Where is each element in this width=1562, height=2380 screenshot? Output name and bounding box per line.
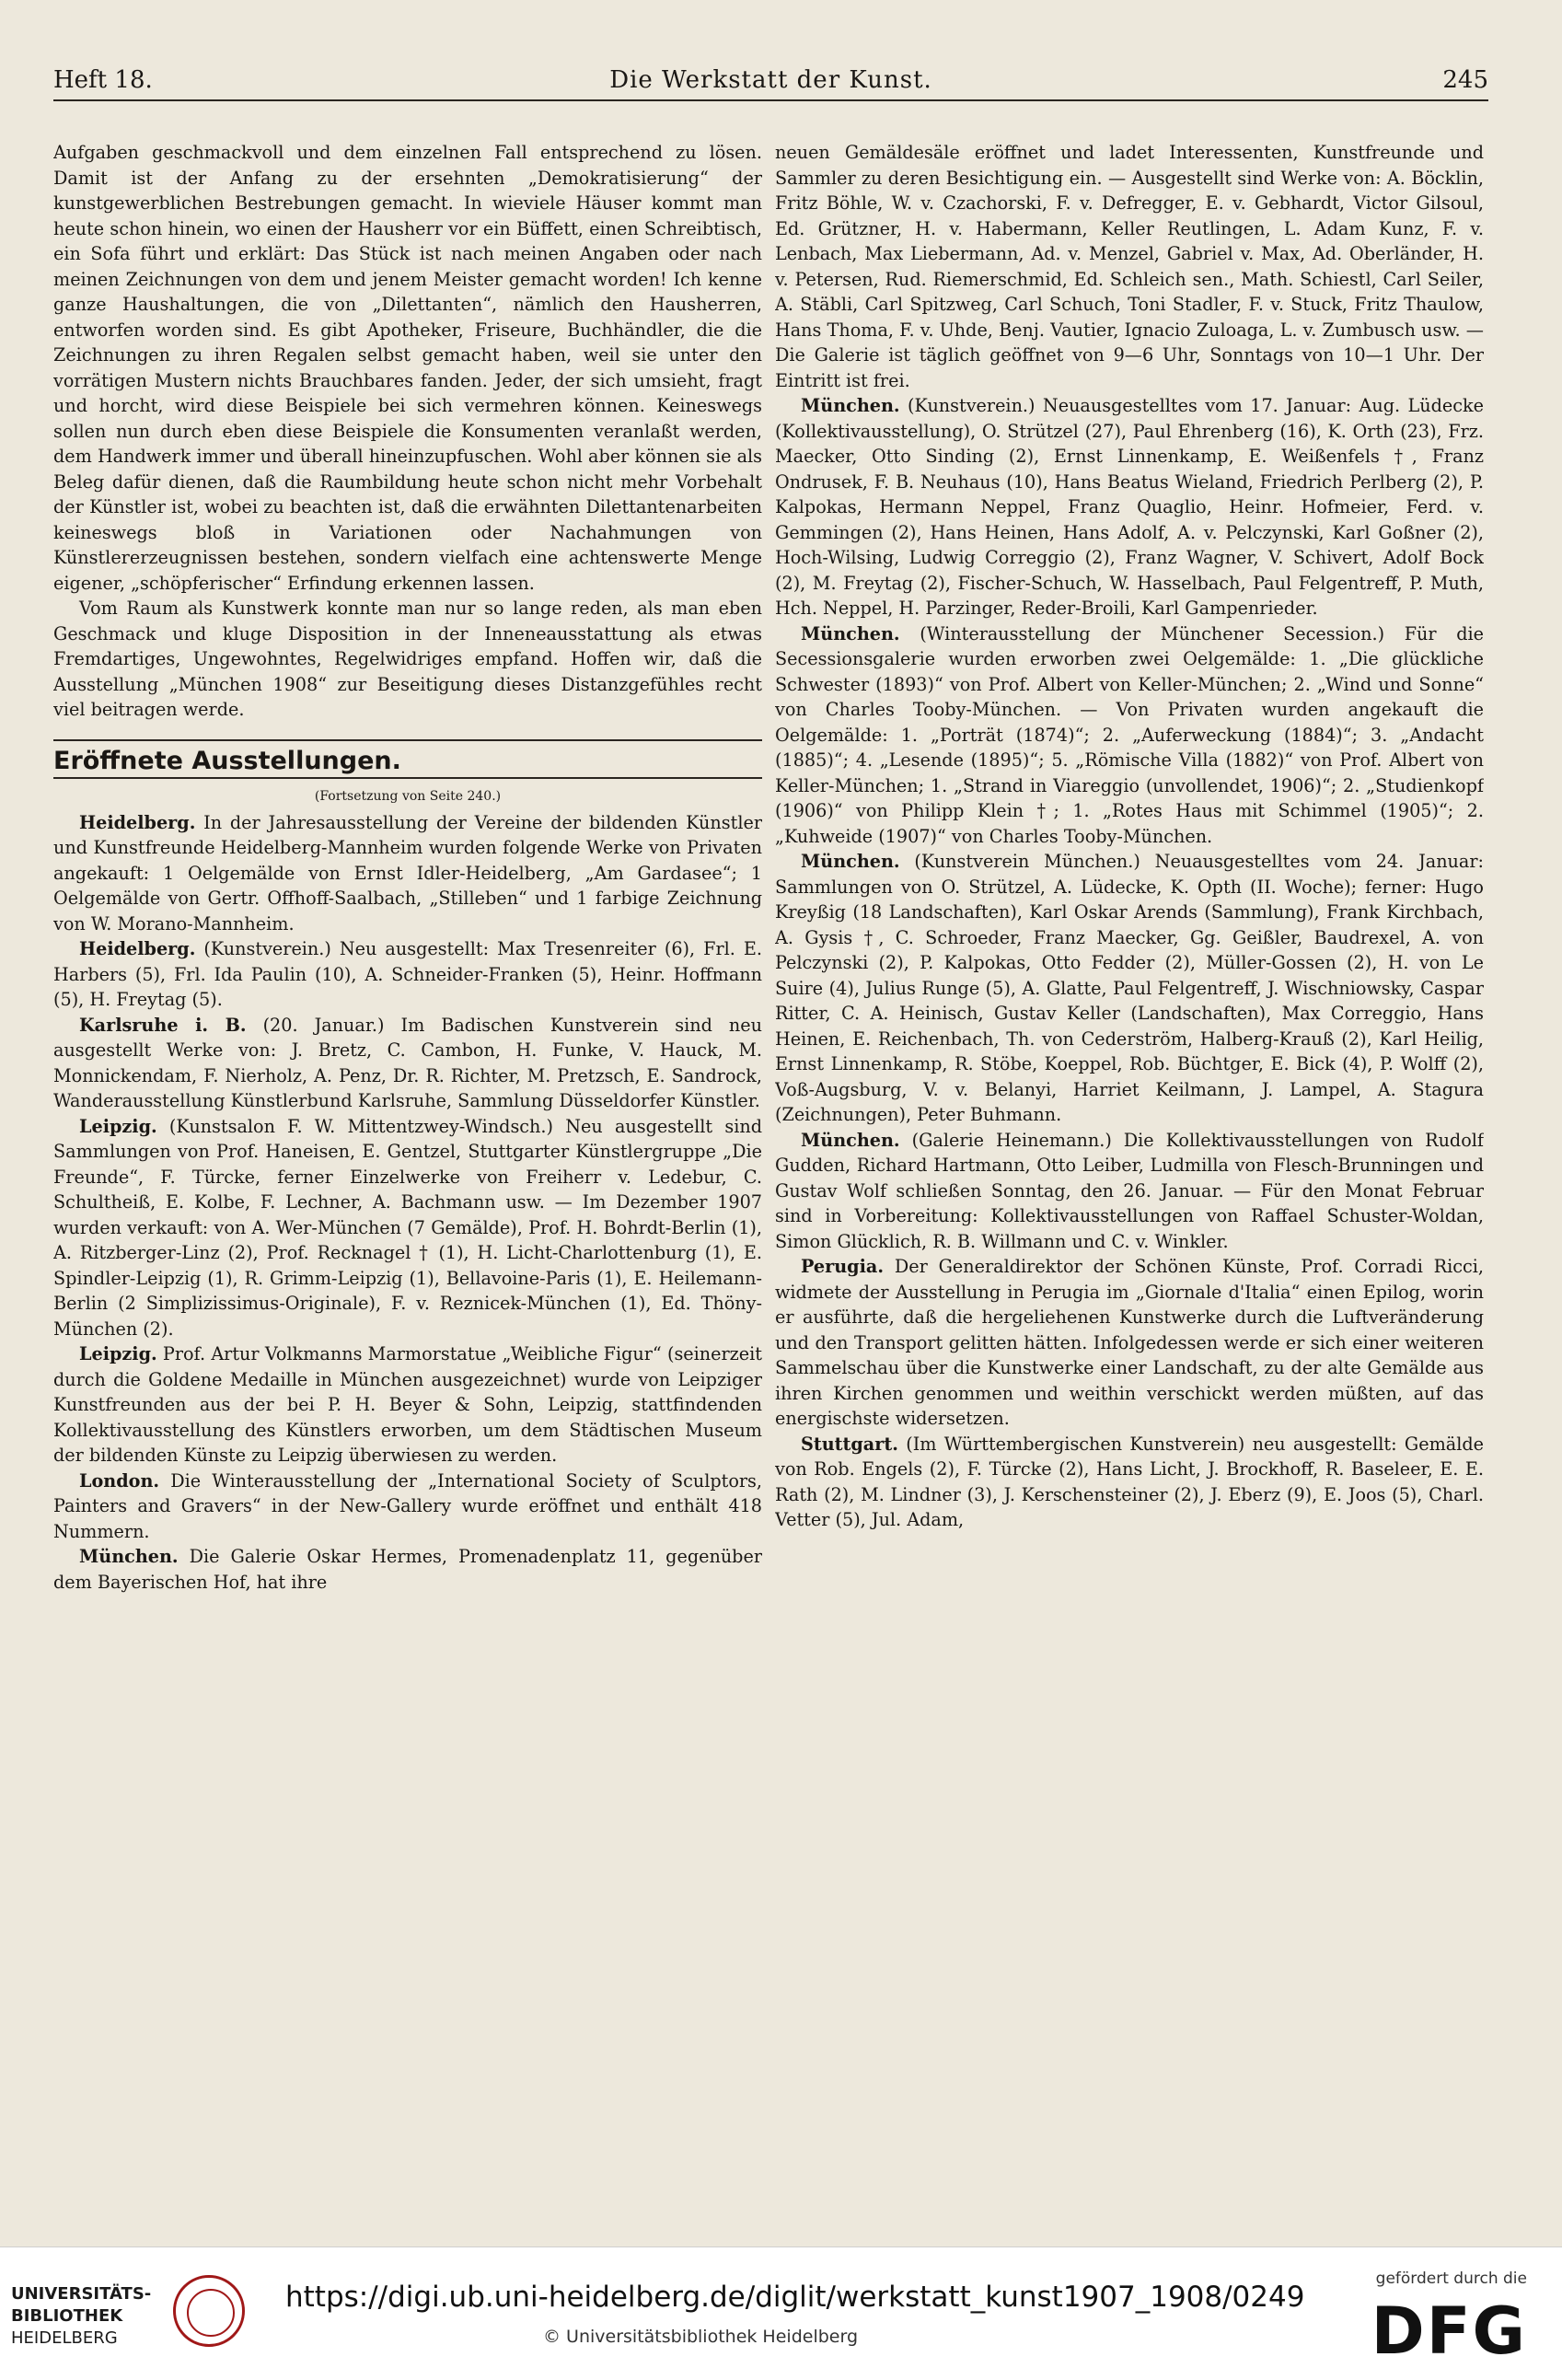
entry-place: Heidelberg. (79, 811, 196, 833)
exhibition-entry (775, 621, 1484, 850)
entry-text: In der Jahresausstellung der Vereine der bildenden Künstler und Kunstfreunde Heidelberg-Mannheim wurden folgende Werke von Privaten angekauft: 1 Oelgemälde von Ernst Idler-Heidelberg, „Am Gardasee“; 1 Oelgemälde von Gertr. Offhoff-Saalbach, „Stilleben“ und 1 farbige Zeichnung von W. Morano-Mannheim. (53, 811, 762, 935)
entry-text: (Kunstverein.) Neuausgestelltes vom 17. Januar: Aug. Lüdecke (Kollektivausstellung), O. Strützel (27), Paul Ehrenberg (16), K. Orth (23), Frz. Maecker, Otto Sinding (2), Ernst Linnenkamp, E. Weißenfels †, Franz Ondrusek, F. B. Neuhaus (10), Hans Beatus Wieland, Friedrich Perlberg (2), P. Kalpokas, Hermann Neppel, Franz Quaglio, Heinr. Hofmeier, Ferd. v. Gemmingen (2), Hans Heinen, Hans Adolf, A. v. Pelczynski, Karl Goßner (2), Hoch-Wilsing, Ludwig Correggio (2), Franz Wagner, V. Schivert, Adolf Bock (2), M. Freytag (2), Fischer-Schuch, W. Hasselbach, Paul Felgentreff, P. Muth, Hch. Neppel, H. Parzinger, Reder-Broili, Karl Gampenrieder. (775, 395, 1484, 619)
exhibition-entry (53, 936, 762, 1013)
entry-text: Der Generaldirektor der Schönen Künste, Prof. Corradi Ricci, widmete der Ausstellung in Perugia im „Giornale d'Italia“ einen Epilog, worin er ausführte, daß die hergeliehenen Kunstwerke durch die Luftveränderung und den Transport gelitten hätten. Infolgedessen werde er sich einer weiteren Sammelschau über die Kunstwerke einer Landschaft, zu der alte Gemälde aus ihren Kirchen genommen und weithin verschickt werden müßten, auf das energischste widersetzen. (775, 1256, 1484, 1429)
paragraph: Vom Raum als Kunstwerk konnte man nur so lange reden, als man eben Geschmack und kluge Disposition in der Inneneausstattung als etwas Fremdartiges, Ungewohntes, Regelwidriges empfand. Hoffen wir, daß die Ausstellung „München 1908“ zur Beseitigung dieses Distanzgefühles recht viel beitragen werde. (53, 598, 762, 720)
entry-place: München. (801, 1129, 900, 1151)
entry-place: München. (801, 851, 900, 872)
right-column (775, 140, 1484, 2119)
page-number: 245 (1442, 66, 1488, 94)
running-header (53, 57, 1488, 101)
logo-line: BIBLIOTHEK (11, 2306, 123, 2326)
entry-place: London. (79, 1469, 160, 1492)
permalink[interactable]: https://digi.ub.uni-heidelberg.de/diglit/werkstatt_kunst1907_1908/0249 (285, 2281, 1305, 2314)
entry-place: München. (801, 395, 900, 416)
entry-text: Prof. Artur Volkmanns Marmorstatue „Weibliche Figur“ (seinerzeit durch die Goldene Medaille in München ausgezeichnet) wurde von Leipziger Kunstfreunden aus der bei P. H. Beyer & Sohn, Leipzig, stattfindenden Kollektivausstellung des Künstlers erworben, um dem Städtischen Museum der bildenden Künste zu Leipzig überwiesen zu werden. (53, 1343, 762, 1466)
entry-place: Karlsruhe i. B. (79, 1014, 247, 1036)
exhibition-entry (53, 1469, 762, 1545)
exhibition-entry (53, 1013, 762, 1114)
exhibition-entry (775, 1254, 1484, 1432)
exhibition-entry (53, 1544, 762, 1595)
exhibition-entry (53, 810, 762, 937)
funder-logo[interactable] (1343, 2270, 1527, 2371)
exhibition-entry (775, 849, 1484, 1128)
section-note: (Fortsetzung von Seite 240.) (314, 789, 502, 804)
entry-place: Leipzig. (79, 1343, 157, 1364)
copyright-notice: © Universitätsbibliothek Heidelberg (543, 2327, 859, 2347)
funder-note: gefördert durch die (1375, 2270, 1527, 2288)
logo-line: HEIDELBERG (11, 2328, 118, 2348)
entry-place: Stuttgart. (801, 1433, 898, 1455)
library-logo[interactable] (11, 2275, 250, 2358)
section-title: Eröffnete Ausstellungen. (53, 739, 762, 780)
entry-text: (Winterausstellung der Münchener Secession.) Für die Secessionsgalerie wurden erworben zwei Oelgemälde: 1. „Die glückliche Schwester (1893)“ von Prof. Albert von Keller-München; 2. „Wind und Sonne“ von Charles Tooby-München. — Von Privaten wurden angekauft die Oelgemälde: 1. „Porträt (1874)“; 2. „Auferweckung (1884)“; 3. „Andacht (1885)“; 4. „Lesende (1895)“; 5. „Römische Villa (1882)“ von Prof. Albert von Keller-München; 1. „Strand in Viareggio (unvollendet, 1906)“; 2. „Studienkopf (1906)“ von Philipp Klein †; 1. „Rotes Haus mit Schimmel (1905)“; 2. „Kuhweide (1907)“ von Charles Tooby-München. (775, 622, 1484, 847)
exhibition-entry (53, 1114, 762, 1342)
dfg-wordmark: DFG (1371, 2293, 1527, 2369)
journal-title: Die Werkstatt der Kunst. (609, 66, 932, 94)
logo-line: UNIVERSITÄTS- (11, 2284, 152, 2304)
exhibition-entry (775, 1128, 1484, 1255)
seal-icon (173, 2275, 245, 2347)
paragraph: neuen Gemäldesäle eröffnet und ladet Interessenten, Kunstfreunde und Sammler zu deren Besichtigung ein. — Ausgestellt sind Werke von: A. Böcklin, Fritz Böhle, W. v. Czachorski, F. v. Defregger, E. v. Gebhardt, Victor Gilsoul, Ed. Grützner, H. v. Habermann, Keller Reutlingen, L. Adam Kunz, F. v. Lenbach, Max Liebermann, Ad. v. Menzel, Gabriel v. Max, Ad. Oberländer, H. v. Petersen, Rud. Riemerschmid, Ed. Schleich sen., Math. Schiestl, Carl Seiler, A. Stäbli, Carl Spitzweg, Carl Schuch, Toni Stadler, F. v. Stuck, Fritz Thaulow, Hans Thoma, F. v. Uhde, Benj. Vautier, Ignacio Zuloaga, L. v. Zumbusch usw. — Die Galerie ist täglich geöffnet von 9—6 Uhr, Sonntags von 10—1 Uhr. Der Eintritt ist frei. (775, 142, 1484, 391)
entry-text: (Im Württembergischen Kunstverein) neu ausgestellt: Gemälde von Rob. Engels (2), F. Türcke (2), Hans Licht, J. Brockhoff, R. Baseleer, E. E. Rath (2), M. Lindner (3), J. Kerschensteiner (2), J. Eberz (9), E. Joos (5), Charl. Vetter (5), Jul. Adam, (775, 1433, 1484, 1530)
entry-text: (Kunstsalon F. W. Mittentzwey-Windsch.) Neu ausgestellt sind Sammlungen von Prof. Haneisen, E. Gentzel, Stuttgarter Künstlergruppe „Die Freunde“, F. Türcke, ferner Einzelwerke von Freiherr v. Ledebur, C. Schultheiß, E. Kolbe, F. Lechner, A. Bachmann usw. — Im Dezember 1907 wurden verkauft: von A. Wer-München (7 Gemälde), Prof. H. Bohrdt-Berlin (1), A. Ritzberger-Linz (2), Prof. Recknagel † (1), H. Licht-Charlottenburg (1), E. Spindler-Leipzig (1), R. Grimm-Leipzig (1), Bellavoine-Paris (1), E. Heilemann-Berlin (2 Simplizissimus-Originale), F. v. Reznicek-München (1), Ed. Thöny-München (2). (53, 1115, 762, 1340)
left-column (53, 140, 762, 2119)
entry-place: Perugia. (801, 1256, 884, 1277)
entry-place: München. (801, 622, 900, 644)
entry-place: München. (79, 1546, 179, 1567)
entry-place: Heidelberg. (79, 938, 196, 959)
entry-text: (20. Januar.) Im Badischen Kunstverein sind neu ausgestellt Werke von: J. Bretz, C. Cambon, H. Funke, V. Hauck, M. Monnickendam, F. Nierholz, A. Penz, Dr. R. Richter, M. Pretzsch, E. Sandrock, Wanderausstellung Künstlerbund Karlsruhe, Sammlung Düsseldorfer Künstler. (53, 1014, 762, 1111)
entry-text: Die Galerie Oskar Hermes, Promenadenplatz 11, gegenüber dem Bayerischen Hof, hat ihre (53, 1546, 762, 1593)
viewer-footer (0, 2246, 1562, 2380)
exhibition-entry (775, 1432, 1484, 1533)
entry-place: Leipzig. (79, 1115, 157, 1137)
exhibition-entry (53, 1341, 762, 1469)
entry-text: (Galerie Heinemann.) Die Kollektivausstellungen von Rudolf Gudden, Richard Hartmann, Otto Leiber, Ludmilla von Flesch-Brunningen und Gustav Wolf schließen Sonntag, den 26. Januar. — Für den Monat Februar sind in Vorbereitung: Kollektivausstellungen von Raffael Schuster-Woldan, Simon Glücklich, R. B. Willmann und C. v. Winkler. (775, 1129, 1484, 1252)
entry-text: (Kunstverein München.) Neuausgestelltes vom 24. Januar: Sammlungen von O. Strützel, A. Lüdecke, K. Opth (II. Woche); ferner: Hugo Kreyßig (18 Landschaften), Karl Oskar Arends (Sammlung), Frank Kirchbach, A. Gysis †, C. Schroeder, Franz Maecker, Gg. Geißler, Baudrexel, A. von Pelczynski (2), P. Kalpokas, Otto Fedder (2), Müller-Gossen (2), H. von Le Suire (4), Julius Runge (5), A. Glatte, Paul Felgentreff, J. Wischniowsky, Caspar Ritter, C. A. Heinisch, Gustav Keller (Landschaften), Max Correggio, Hans Heinen, E. Reichenbach, Th. von Cederström, Halberg-Krauß (2), Karl Heilig, Ernst Linnenkamp, R. Stöbe, Koeppel, Rob. Büchtger, E. Bick (4), P. Wolff (2), Voß-Augsburg, V. v. Belanyi, Harriet Keilmann, J. Lampel, A. Stagura (Zeichnungen), Peter Buhmann. (775, 851, 1484, 1125)
entry-text: Die Winterausstellung der „International Society of Sculptors, Painters and Gravers“ in der New-Gallery wurde eröffnet und enthält 418 Nummern. (53, 1469, 762, 1542)
issue-number: Heft 18. (53, 66, 153, 94)
paragraph: Aufgaben geschmackvoll und dem einzelnen Fall entsprechend zu lösen. Damit ist der Anfang zu der ersehnten „Demokratisierung“ der kunstgewerblichen Bestrebungen gemacht. In wieviele Häuser kommt man heute schon hinein, wo einen der Hausherr vor ein Büffett, einen Schreibtisch, ein Sofa führt und erklärt: Das Stück ist nach meinen Angaben oder nach meinen Zeichnungen von dem und jenem Meister gemacht worden! Ich kenne ganze Haushaltungen, die von „Dilettanten“, nämlich den Hausherren, entworfen worden sind. Es gibt Apotheker, Friseure, Buchhändler, die die Zeichnungen zu ihren Regalen selbst gemacht haben, weil sie unter den vorrätigen Mustern nichts Brauchbares fanden. Jeder, der sich umsieht, fragt und horcht, wird diese Beispiele bei sich vermehren können. Keineswegs sollen nun durch eben diese Beispiele die Konsumenten veranlaßt werden, dem Handwerk immer und überall hineinzupfuschen. Wohl aber können sie als Beleg dafür dienen, daß die Raumbildung heute schon nicht mehr Vorbehalt der Künstler ist, wobei zu beachten ist, daß die erwähnten Dilettantenarbeiten keineswegs bloß in Variationen oder Nachahmungen von Künstlererzeugnissen bestehen, sondern vielfach eine achtenswerte Menge eigener, „schöpferischer“ Erfindung erkennen lassen. (53, 142, 762, 594)
exhibition-entry (775, 393, 1484, 621)
entry-text: (Kunstverein.) Neu ausgestellt: Max Tresenreiter (6), Frl. E. Harbers (5), Frl. Ida Paulin (10), A. Schneider-Franken (5), Heinr. Hoffmann (5), H. Freytag (5). (53, 938, 762, 1010)
